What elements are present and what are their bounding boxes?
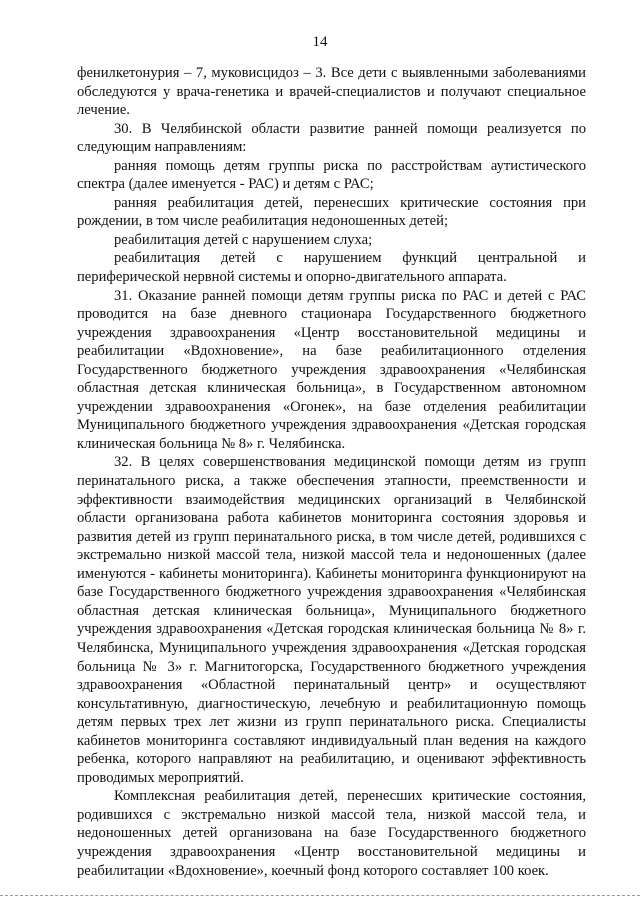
list-item-early-rehab: ранняя реабилитация детей, перенесших критические состояния при рождении, в том числе реабилитация недоношенных детей; <box>77 194 586 230</box>
list-item-nervous-system: реабилитация детей с нарушением функций центральной и периферической нервной системы и опорно-двигательного аппарата. <box>77 250 586 286</box>
document-body <box>77 64 586 880</box>
paragraph-complex-rehab: Комплексная реабилитация детей, перенесших критические состояния, родившихся с экстремально низкой массой тела, низкой массой тела, и недоношенных детей организована на базе Государственного бюджетного учреждения здравоохранения «Центр восстановительной медицины и реабилитации «Вдохновение», коечный фонд которого составляет 100 коек. <box>77 788 586 879</box>
list-item-autism: ранняя помощь детям группы риска по расстройствам аутистического спектра (далее именуется - РАС) и детям с РАС; <box>77 157 586 193</box>
list-item-hearing: реабилитация детей с нарушением слуха; <box>114 231 373 248</box>
paragraph-32: 32. В целях совершенствования медицинской помощи детям из групп перинатального риска, а также обеспечения этапности, преемственности и эффективности взаимодействия медицинских организаций в Челябинской области организована работа кабинетов мониторинга состояния здоровья и развития детей из групп перинатального риска, в том числе детей, родившихся с экстремально низкой массой тела, низкой массой тела и недоношенных (далее именуются - кабинеты мониторинга). Кабинеты мониторинга функционируют на базе Государственного бюджетного учреждения здравоохранения «Челябинская областная детская клиническая больница», Муниципального бюджетного учреждения здравоохранения «Детская городская клиническая больница № 8» г. Челябинска, Муниципального учреждения здравоохранения «Детская городская больница № 3» г. Магнитогорска, Государственного бюджетного учреждения здравоохранения «Областной перинатальный центр» и осуществляют консультативную, диагностическую, лечебную и реабилитационную помощь детям первых трех лет жизни из групп перинатального риска. Специалисты кабинетов мониторинга составляют индивидуальный план ведения на каждого ребенка, которого направляют на реабилитацию, и оценивают эффективность проводимых мероприятий. <box>77 454 586 786</box>
paragraph-continuation: фенилкетонурия – 7, муковисцидоз – 3. Все дети с выявленными заболеваниями обследуются у врача-генетика и врачей-специалистов и получают специальное лечение. <box>77 65 586 119</box>
paragraph-30: 30. В Челябинской области развитие ранней помощи реализуется по следующим направлениям: <box>77 120 586 156</box>
paragraph-31: 31. Оказание ранней помощи детям группы риска по РАС и детей с РАС проводится на базе дневного стационара Государственного бюджетного учреждения здравоохранения «Центр восстановительной медицины и реабилитации «Вдохновение», на базе реабилитационного отделения Государственного бюджетного учреждения здравоохранения «Челябинская областная детская клиническая больница», в Государственном автономном учреждении здравоохранения «Огонек», на базе отделения реабилитации Муниципального бюджетного учреждения здравоохранения «Детская городская клиническая больница № 8» г. Челябинска. <box>77 287 586 452</box>
page-bottom-edge <box>0 895 640 896</box>
page-number: 14 <box>312 34 328 50</box>
